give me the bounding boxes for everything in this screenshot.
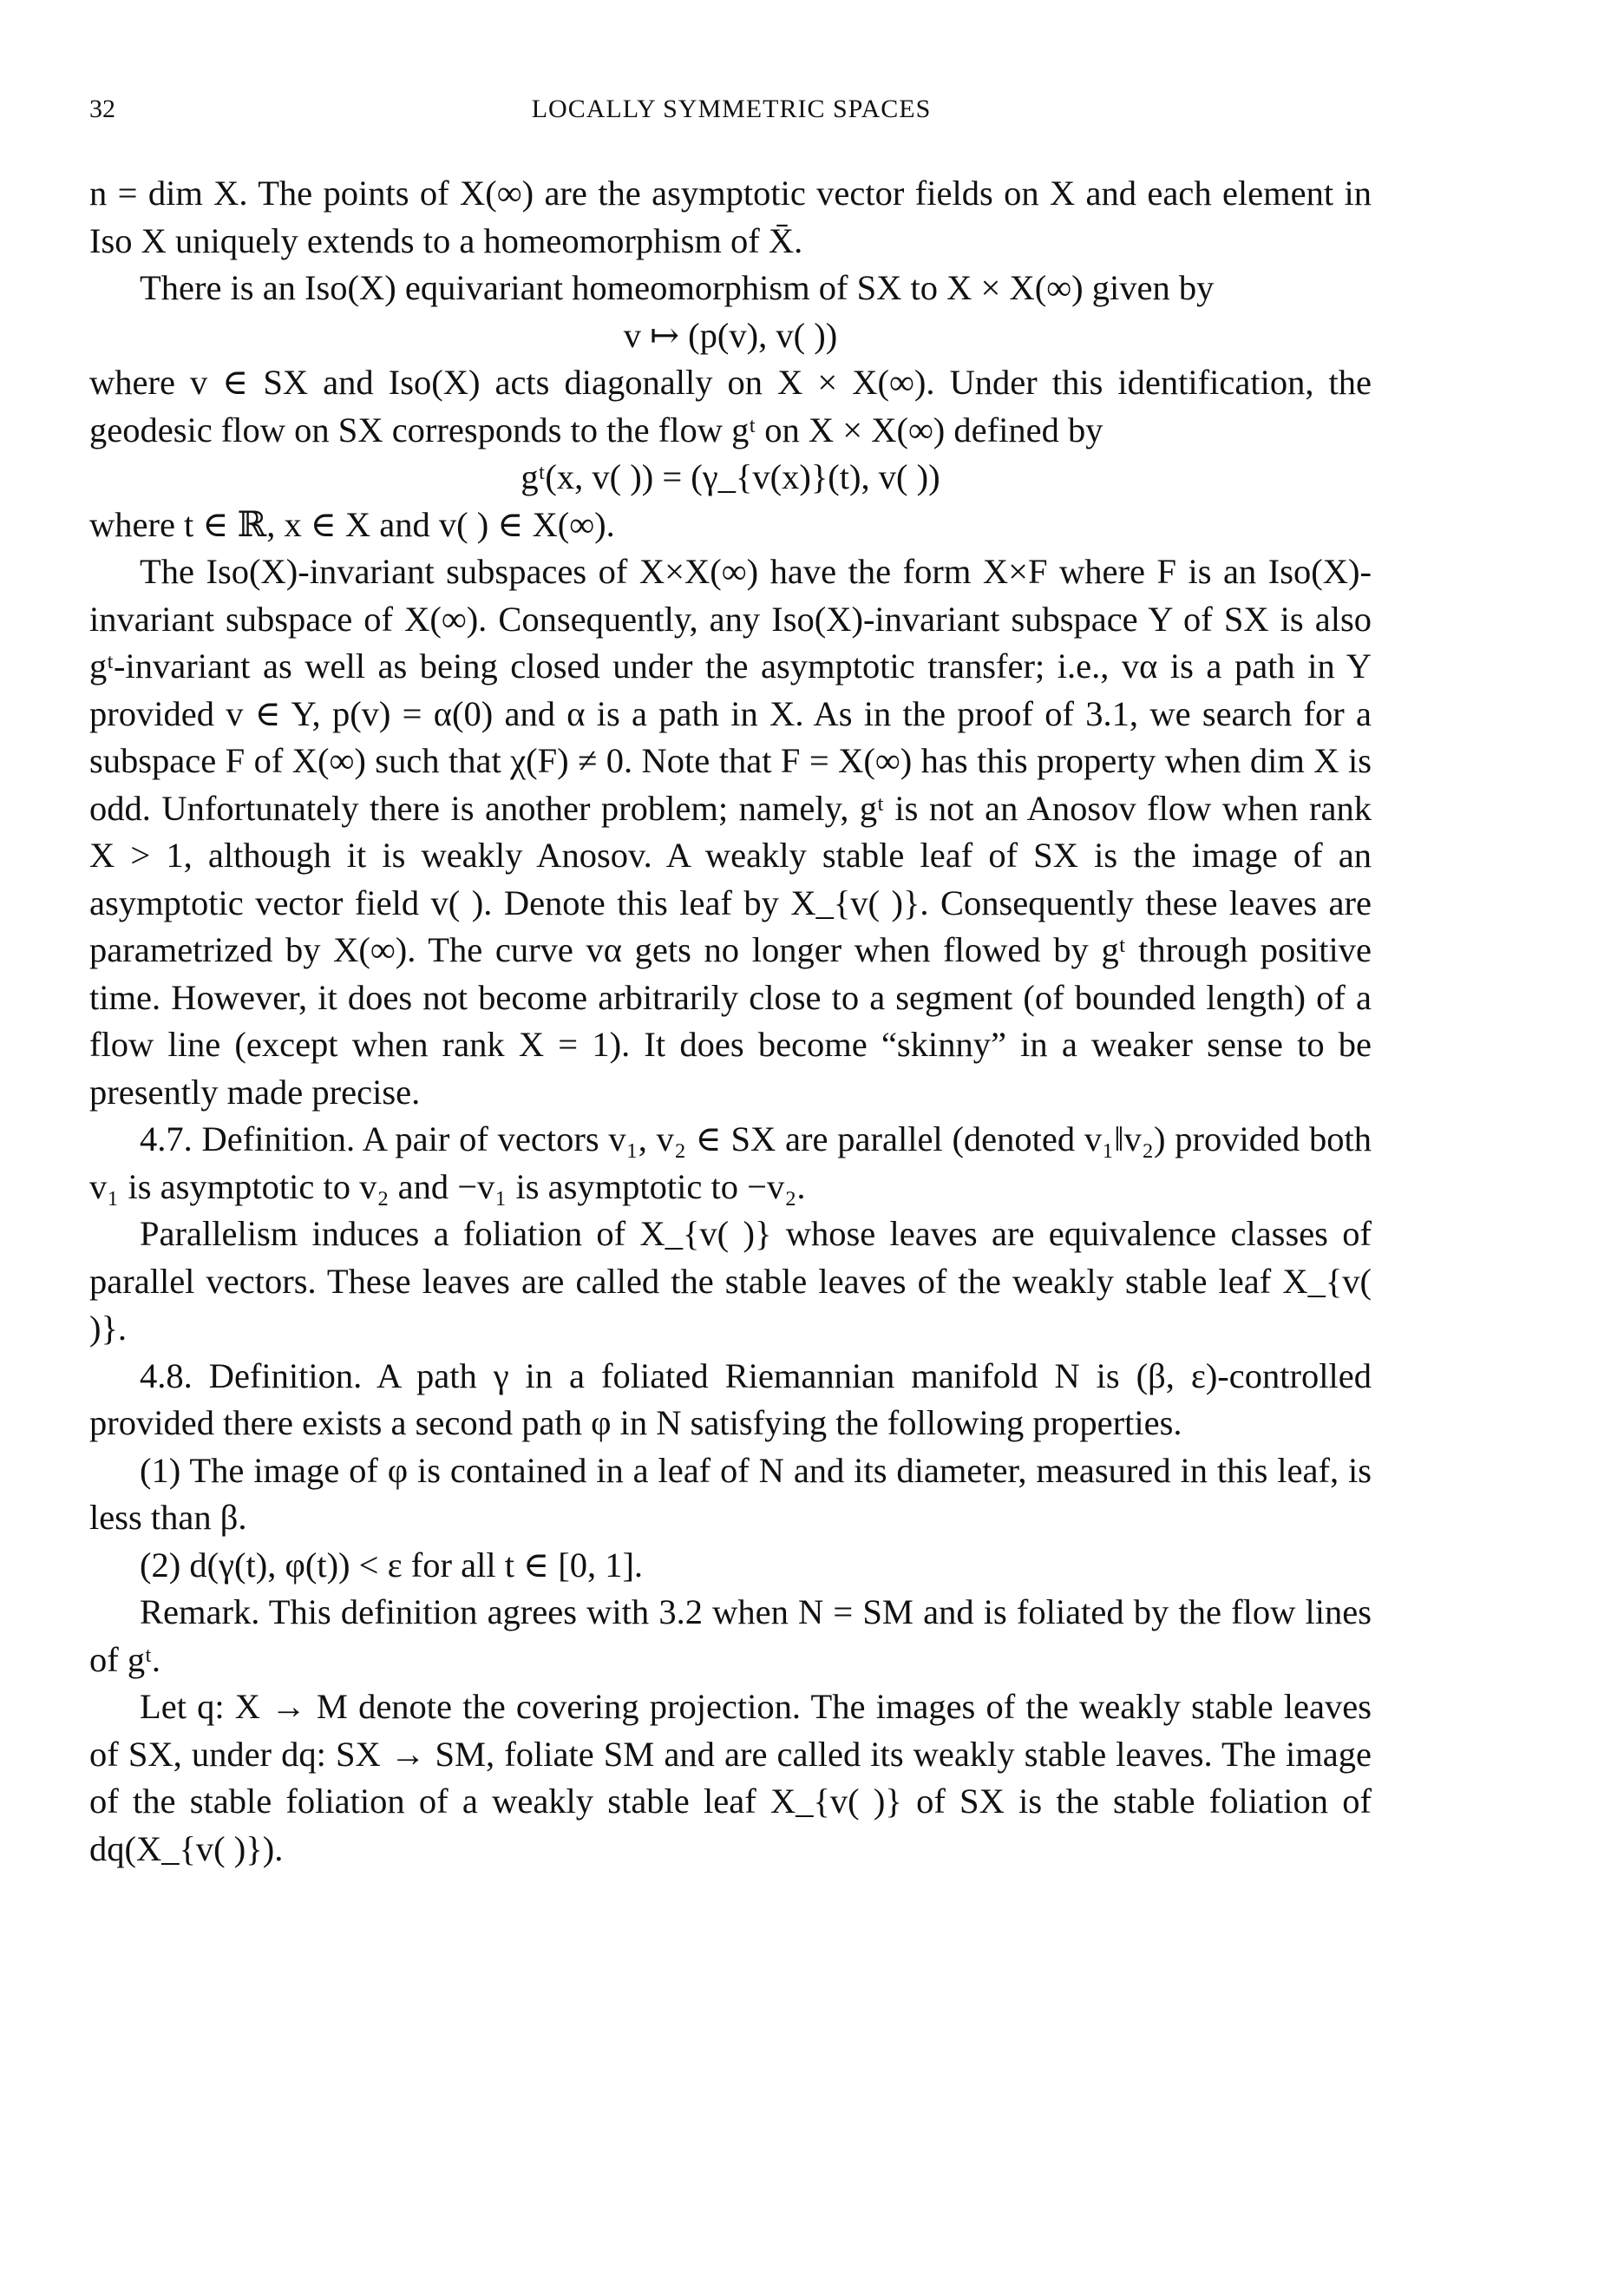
page-header — [89, 92, 1373, 127]
paragraph-4: where t ∈ ℝ, x ∈ X and v( ) ∈ X(∞). — [89, 504, 615, 544]
property-1: (1) The image of φ is contained in a leaf of N and its diameter, measured in this leaf, is less than β. — [89, 1450, 1372, 1537]
paragraph-5: The Iso(X)-invariant subspaces of X×X(∞) have the form X×F where F is an Iso(X)-invariant subspace of X(∞). Consequently, any Iso(X)-invariant subspace Y of SX is also gᵗ-invariant as well as being closed under the asymptotic transfer; i.e., vα is a path in Y provided v ∈ Y, p(v) = α(0) and α is a path in X. As in the proof of 3.1, we search for a subspace F of X(∞) such that χ(F) ≠ 0. Note that F = X(∞) has this property when dim X is odd. Unfortunately there is another problem; namely, gᵗ is not an Anosov flow when rank X > 1, although it is weakly Anosov. A weakly stable leaf of SX is the image of an asymptotic vector field v( ). Denote this leaf by X_{v( )}. Consequently these leaves are parametrized by X(∞). The curve vα gets no longer when flowed by gᵗ through positive time. However, it does not become arbitrarily close to a segment (of bounded length) of a flow line (except when rank X = 1). It does become “skinny” in a weaker sense to be presently made precise. — [89, 552, 1372, 1112]
definition-4-7: 4.7. Definition. A pair of vectors v₁, v₂ ∈ SX are parallel (denoted v₁‖v₂) provided both v₁ is asymptotic to v₂ and −v₁ is asymptotic to −v₂. — [89, 1119, 1372, 1206]
definition-4-8: 4.8. Definition. A path γ in a foliated Riemannian manifold N is (β, ε)-controlled provided there exists a second path φ in N satisfying the following properties. — [89, 1355, 1372, 1442]
paragraph-3: where v ∈ SX and Iso(X) acts diagonally on X × X(∞). Under this identification, the geodesic flow on SX corresponds to the flow gᵗ on X × X(∞) defined by — [89, 363, 1372, 449]
paragraph-parallelism: Parallelism induces a foliation of X_{v( )} whose leaves are equivalence classes of parallel vectors. These leaves are called the stable leaves of the weakly stable leaf X_{v( )}. — [89, 1214, 1372, 1348]
remark: Remark. This definition agrees with 3.2 when N = SM and is foliated by the flow lines of gᵗ. — [89, 1592, 1372, 1679]
display-equation-2: gᵗ(x, v( )) = (γ_{v(x)}(t), v( )) — [521, 457, 940, 496]
paragraph-2: There is an Iso(X) equivariant homeomorphism of SX to X × X(∞) given by — [140, 268, 1215, 307]
property-2: (2) d(γ(t), φ(t)) < ε for all t ∈ [0, 1]. — [140, 1545, 644, 1585]
body-text — [89, 170, 1372, 1873]
page-number: 32 — [89, 95, 115, 123]
display-equation-1: v ↦ (p(v), v( )) — [623, 315, 838, 355]
running-head: LOCALLY SYMMETRIC SPACES — [531, 95, 932, 123]
paragraph-1: n = dim X. The points of X(∞) are the asymptotic vector fields on X and each element in Iso X uniquely extends to a homeomorphism of X̄. — [89, 174, 1372, 260]
paragraph-covering: Let q: X → M denote the covering projection. The images of the weakly stable leaves of SX, under dq: SX → SM, foliate SM and are called its weakly stable leaves. The image of the stable foliation of a weakly stable leaf X_{v( )} of SX is the stable foliation of dq(X_{v( )}). — [89, 1687, 1372, 1868]
